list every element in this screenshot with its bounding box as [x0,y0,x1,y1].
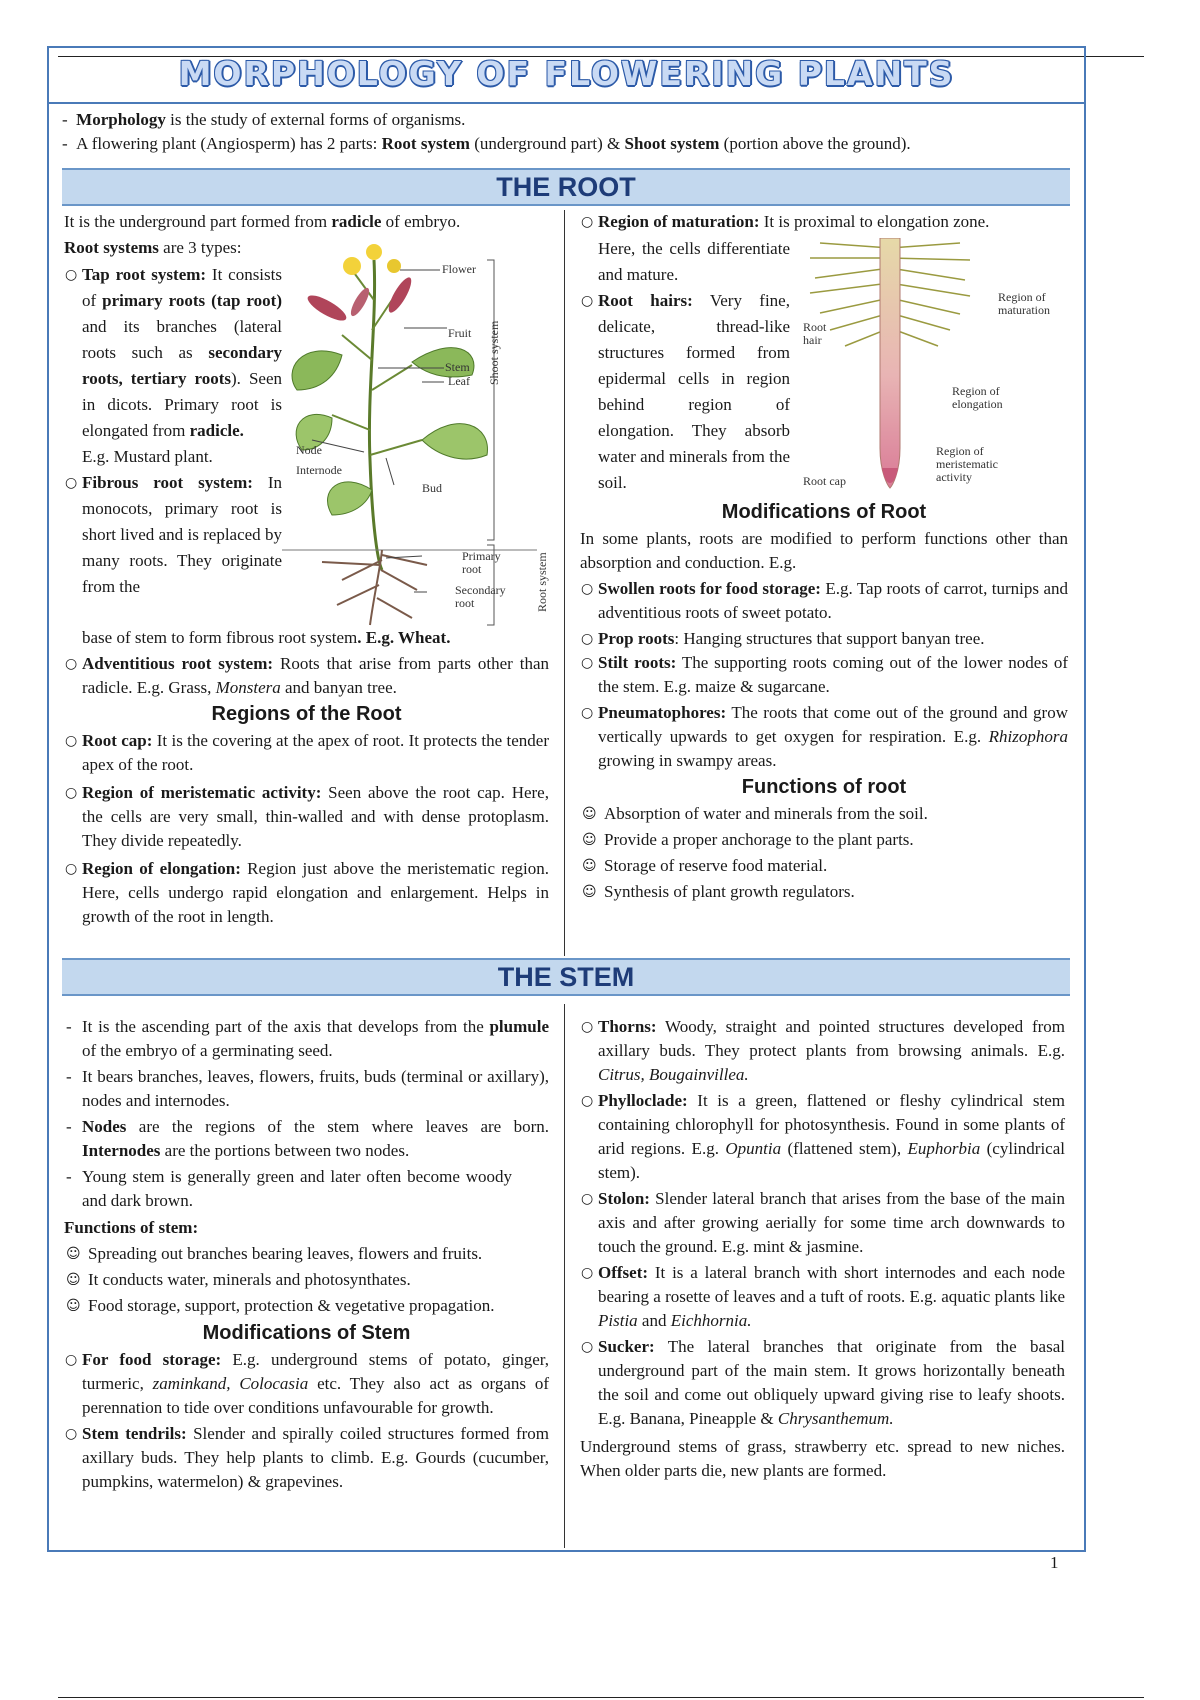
flower-1 [343,257,361,275]
leaf-5 [328,482,372,515]
root-right-bottom [580,500,1068,904]
intro-line-2: - A flowering plant (Angiosperm) has 2 parts: Root system (underground part) & Shoot system (portion above the ground). [62,134,911,153]
sucker-item: ○ Sucker: The lateral branches that originate from the basal underground part of the main stem. It grows horizontally beneath the soil and come out obliquely upward giving rise to leafy shoots. E.g. Banana, Pineapple & Chrysanthemum. [581,1337,1065,1428]
root-cap-shape [882,468,898,483]
stem-def-1: - It is the ascending part of the axis that develops from the plumule of the embryo of a germinating seed. [66,1017,549,1060]
label-root-cap: Root cap [803,474,846,488]
fibrous-root-item: ○ Fibrous root system: In monocots, primary root is short lived and is replaced by many roots. They originate from the [65,473,282,596]
elongation-item: ○ Region of elongation: Region just above the meristematic region. Here, cells undergo rapid elongation and enlargement. Helps in growth of the root in length. [65,859,549,926]
stilt-roots-item: ○ Stilt roots: The supporting roots coming out of the lower nodes of the stem. E.g. maize & sugarcane. [581,653,1068,696]
intro-line-1: - Morphology is the study of external forms of organisms. [62,110,466,129]
roots [322,550,427,625]
bottom-rule [58,1697,1144,1698]
flower-2 [366,244,382,260]
label-shoot-system: Shoot system [487,320,501,385]
adventitious-root-item: ○ Adventitious root system: Roots that arise from parts other than radicle. E.g. Grass, Monstera and banyan tree. [65,654,549,697]
label-root-system: Root system [535,552,549,612]
title-bar [47,46,1086,104]
fibrous-continued: base of stem to form fibrous root system. E.g. Wheat. [82,628,451,647]
label-elongation: Region of elongation [952,384,1003,411]
prop-roots-item: ○ Prop roots: Hanging structures that support banyan tree. [581,629,985,648]
label-bud: Bud [422,481,443,495]
stolon-item: ○ Stolon: Slender lateral branch that arises from the base of the main axis and after growing aerially for some time arch downwards to touch the ground. E.g. mint & jasmine. [581,1189,1065,1256]
stem-def-2: - It bears branches, leaves, flowers, fruits, buds (terminal or axillary), nodes and internodes. [66,1067,549,1110]
root-cap-item: ○ Root cap: It is the covering at the apex of root. It protects the tender apex of the root. [65,731,549,774]
root-modifications-intro: In some plants, roots are modified to perform functions other than absorption and conduction. E.g. [580,529,1068,572]
page-title: MORPHOLOGY OF FLOWERING PLANTS [178,54,955,93]
label-leaf: Leaf [448,374,470,388]
label-secondary-root: Secondary root [455,583,506,610]
meristematic-item: ○ Region of meristematic activity: Seen above the root cap. Here, the cells are very small, thin-walled and with dense protoplasm. They divide repeatedly. [65,783,549,850]
underground-stems-note: Underground stems of grass, strawberry etc. spread to new niches. When older parts die, new plants are formed. [580,1437,1065,1480]
root-functions-heading: Functions of root [741,776,907,798]
thorns-item: ○ Thorns: Woody, straight and pointed structures developed from axillary buds. They protect plants from browsing animals. E.g. Citrus, Bougainvillea. [581,1017,1065,1084]
swollen-roots-item: ○ Swollen roots for food storage: E.g. Tap roots of carrot, turnips and adventitious roots of sweet potato. [581,579,1068,622]
stem-left-column [64,1015,549,1494]
label-root-hair: Root hair [803,320,827,347]
root-body [880,238,900,488]
stem-right-column [580,1015,1065,1483]
pneumatophores-item: ○ Pneumatophores: The roots that come out of the ground and grow vertically upwards to get oxygen for respiration. E.g. Rhizophora growing in swampy areas. [581,703,1068,770]
stem-tendrils-item: ○ Stem tendrils: Slender and spirally coiled structures formed from axillary buds. They help plants to climb. E.g. Gourds (cucumber, pumpkins, watermelon) & grapevines. [65,1424,549,1491]
stem-def-3: - Nodes are the regions of the stem where leaves are born. Internodes are the portions between two nodes. [66,1117,549,1160]
intro [62,108,1077,156]
maturation-item: ○ Region of maturation: It is proximal to elongation zone. [581,212,990,231]
offset-item: ○ Offset: It is a lateral branch with short internodes and each node bearing a rosette of leaves and a tuft of roots. E.g. aquatic plants like Pistia and Eichhornia. [581,1263,1065,1330]
phylloclade-item: ○ Phylloclade: It is a green, flattened or fleshy cylindrical stem containing chlorophyll for photosynthesis. Found in some plants of arid regions. E.g. Opuntia (flattened stem), Euphorbia (cylindrical stem). [581,1091,1066,1182]
label-flower: Flower [442,262,476,276]
stem-function-3: ☺ Food storage, support, protection & vegetative propagation. [66,1296,495,1315]
root-systems-intro: Root systems are 3 types: [64,238,242,257]
stem-function-2: ☺ It conducts water, minerals and photosynthates. [66,1270,411,1289]
fruit-pod-1 [304,291,349,325]
label-maturation: Region of maturation [998,290,1050,317]
root-left-bottom [64,626,549,929]
root-function-4: ☺ Synthesis of plant growth regulators. [582,882,855,901]
root-function-3: ☺ Storage of reserve food material. [582,856,828,875]
root-function-1: ☺ Absorption of water and minerals from the soil. [582,804,928,823]
leaf-2 [292,351,342,390]
flower-3 [387,259,401,273]
maturation-first-line [580,210,1065,234]
root-types-narrow [64,262,282,600]
root-definition: It is the underground part formed from radicle of embryo. [64,212,461,231]
stem-def-4: - Young stem is generally green and later often become woody and dark brown. [66,1167,512,1210]
fruit-pod-3 [348,286,373,319]
label-stem: Stem [445,360,470,374]
root-hairs-item: ○ Root hairs: Very fine, delicate, thread-like structures formed from epidermal cells in region behind region of elongation. They absorb water and minerals from the soil. [581,291,790,492]
maturation-continued: Here, the cells differentiate and mature. [598,239,790,284]
stem-modifications-heading: Modifications of Stem [202,1322,411,1344]
fruit-pod-2 [385,275,415,316]
root-modifications-heading: Modifications of Root [721,501,927,523]
label-meristematic: Region of meristematic activity [936,444,998,484]
tap-root-item: ○ Tap root system: It consists of primary roots (tap root) and its branches (lateral roots such as secondary roots, tertiary roots). Seen in dicots. Primary root is elongated from radicle. E.g. Mustard plant. [65,265,282,466]
stem-column-divider [564,1004,565,1548]
regions-heading: Regions of the Root [211,703,402,725]
root-column-divider [564,210,565,956]
food-storage-item: ○ For food storage: E.g. underground stems of potato, ginger, turmeric, zaminkand, Colocasia etc. They also act as organs of perennation to tide over conditions unfavourable for growth. [65,1350,549,1417]
label-fruit: Fruit [448,326,472,340]
label-primary-root: Primary root [462,549,501,576]
stem-heading: THE STEM [62,958,1070,996]
label-node: Node [296,443,322,457]
stem-functions-heading: Functions of stem: [64,1218,199,1237]
label-internode: Internode [296,463,342,477]
leaf-3 [422,424,487,459]
root-function-2: ☺ Provide a proper anchorage to the plant parts. [582,830,914,849]
stem-function-1: ☺ Spreading out branches bearing leaves, flowers and fruits. [66,1244,483,1263]
root-right-narrow [580,236,790,496]
shoot-bracket [487,260,494,540]
page-number: 1 [1050,1553,1059,1572]
root-heading: THE ROOT [62,168,1070,206]
